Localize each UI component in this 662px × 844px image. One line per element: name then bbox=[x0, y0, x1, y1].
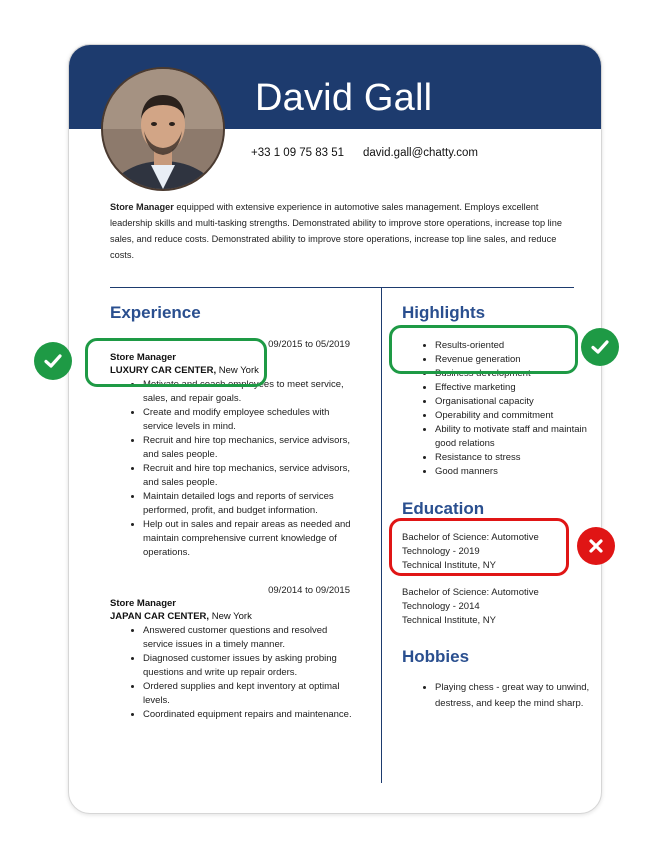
summary-lead: Store Manager bbox=[110, 202, 174, 212]
list-item: • Resistance to stress bbox=[435, 451, 602, 465]
list-item: • Operability and commitment bbox=[435, 409, 602, 423]
error-box-education bbox=[389, 518, 569, 576]
section-divider bbox=[110, 287, 574, 288]
checkmark-badge-right bbox=[581, 328, 619, 366]
summary-paragraph bbox=[110, 199, 576, 263]
list-item: • Ordered supplies and kept inventory at optimal levels. bbox=[143, 680, 353, 708]
checkmark-badge-left bbox=[34, 342, 72, 380]
phone-number: +33 1 09 75 83 51 bbox=[251, 147, 345, 159]
list-item: • Results-oriented bbox=[435, 339, 602, 353]
job-2-bullets bbox=[129, 624, 353, 722]
list-item: • Recruit and hire top mechanics, service advisors, and sales people. bbox=[143, 462, 353, 490]
list-item: • Maintain detailed logs and reports of services performed, profit, and budget information. bbox=[143, 490, 353, 518]
resume-card bbox=[68, 44, 602, 814]
job-2-dates: 09/2014 to 09/2015 bbox=[268, 585, 350, 596]
highlight-box-highlights bbox=[389, 325, 578, 374]
list-item: • Answered customer questions and resolved service issues in a timely manner. bbox=[143, 624, 353, 652]
list-item: • Revenue generation bbox=[435, 353, 602, 367]
education-school: Technical Institute, NY bbox=[402, 560, 496, 571]
x-mark-icon bbox=[586, 536, 606, 556]
job-2-company-line bbox=[110, 611, 252, 622]
education-degree: Bachelor of Science: Automotive Technology - 2014 bbox=[402, 587, 539, 612]
education-degree: Bachelor of Science: Automotive Technology - 2019 bbox=[402, 532, 539, 557]
job-1-bullets bbox=[129, 378, 353, 560]
list-item: • Coordinated equipment repairs and maintenance. bbox=[143, 708, 353, 722]
list-item: • Effective marketing bbox=[435, 381, 602, 395]
profile-photo-illustration bbox=[103, 69, 223, 189]
education-school: Technical Institute, NY bbox=[402, 615, 496, 626]
highlights-heading: Highlights bbox=[402, 303, 486, 322]
job-2-company: JAPAN CAR CENTER, bbox=[110, 611, 210, 622]
list-item: • Playing chess - great way to unwind, destress, and keep the mind sharp. bbox=[435, 680, 602, 712]
job-2-title: Store Manager bbox=[110, 598, 176, 609]
checkmark-icon bbox=[589, 336, 611, 358]
list-item: • Ability to motivate staff and maintain good relations bbox=[435, 423, 602, 451]
hobbies-heading: Hobbies bbox=[402, 647, 470, 666]
list-item: • Motivate and coach employees to meet service, sales, and repair goals. bbox=[143, 378, 353, 406]
experience-heading: Experience bbox=[110, 303, 201, 322]
job-2-location: New York bbox=[209, 611, 252, 622]
list-item: • Create and modify employee schedules with service levels in mind. bbox=[143, 406, 353, 434]
hobbies-list bbox=[421, 680, 602, 712]
education-entry-2 bbox=[402, 586, 562, 628]
column-divider bbox=[381, 287, 382, 783]
list-item: • Diagnosed customer issues by asking probing questions and write up repair orders. bbox=[143, 652, 353, 680]
job-1-title: Store Manager bbox=[110, 352, 176, 363]
job-1-company: LUXURY CAR CENTER, bbox=[110, 365, 217, 376]
list-item: • Organisational capacity bbox=[435, 395, 602, 409]
highlight-box-job-title bbox=[85, 338, 267, 387]
x-mark-badge bbox=[577, 527, 615, 565]
list-item: • Business development bbox=[435, 367, 602, 381]
education-heading: Education bbox=[402, 499, 485, 518]
email-address: david.gall@chatty.com bbox=[363, 147, 479, 159]
list-item: • Help out in sales and repair areas as needed and maintain comprehensive current knowledge of operations. bbox=[143, 518, 353, 560]
list-item: • Recruit and hire top mechanics, service advisors, and sales people. bbox=[143, 434, 353, 462]
profile-photo bbox=[101, 67, 225, 191]
summary-text: equipped with extensive experience in automotive sales management. Employs excellent leadership skills and multi-tasking strengths. Demonstrated ability to improve store operations, increase top line sales, and reduce costs. Demonstrated ability to improve store operations, increase top line sales, and reduce costs. bbox=[110, 202, 562, 260]
list-item: • Good manners bbox=[435, 465, 602, 479]
candidate-name: David Gall bbox=[255, 77, 433, 119]
job-1-location: New York bbox=[216, 365, 259, 376]
job-1-dates: 09/2015 to 05/2019 bbox=[268, 339, 350, 350]
checkmark-icon bbox=[42, 350, 64, 372]
